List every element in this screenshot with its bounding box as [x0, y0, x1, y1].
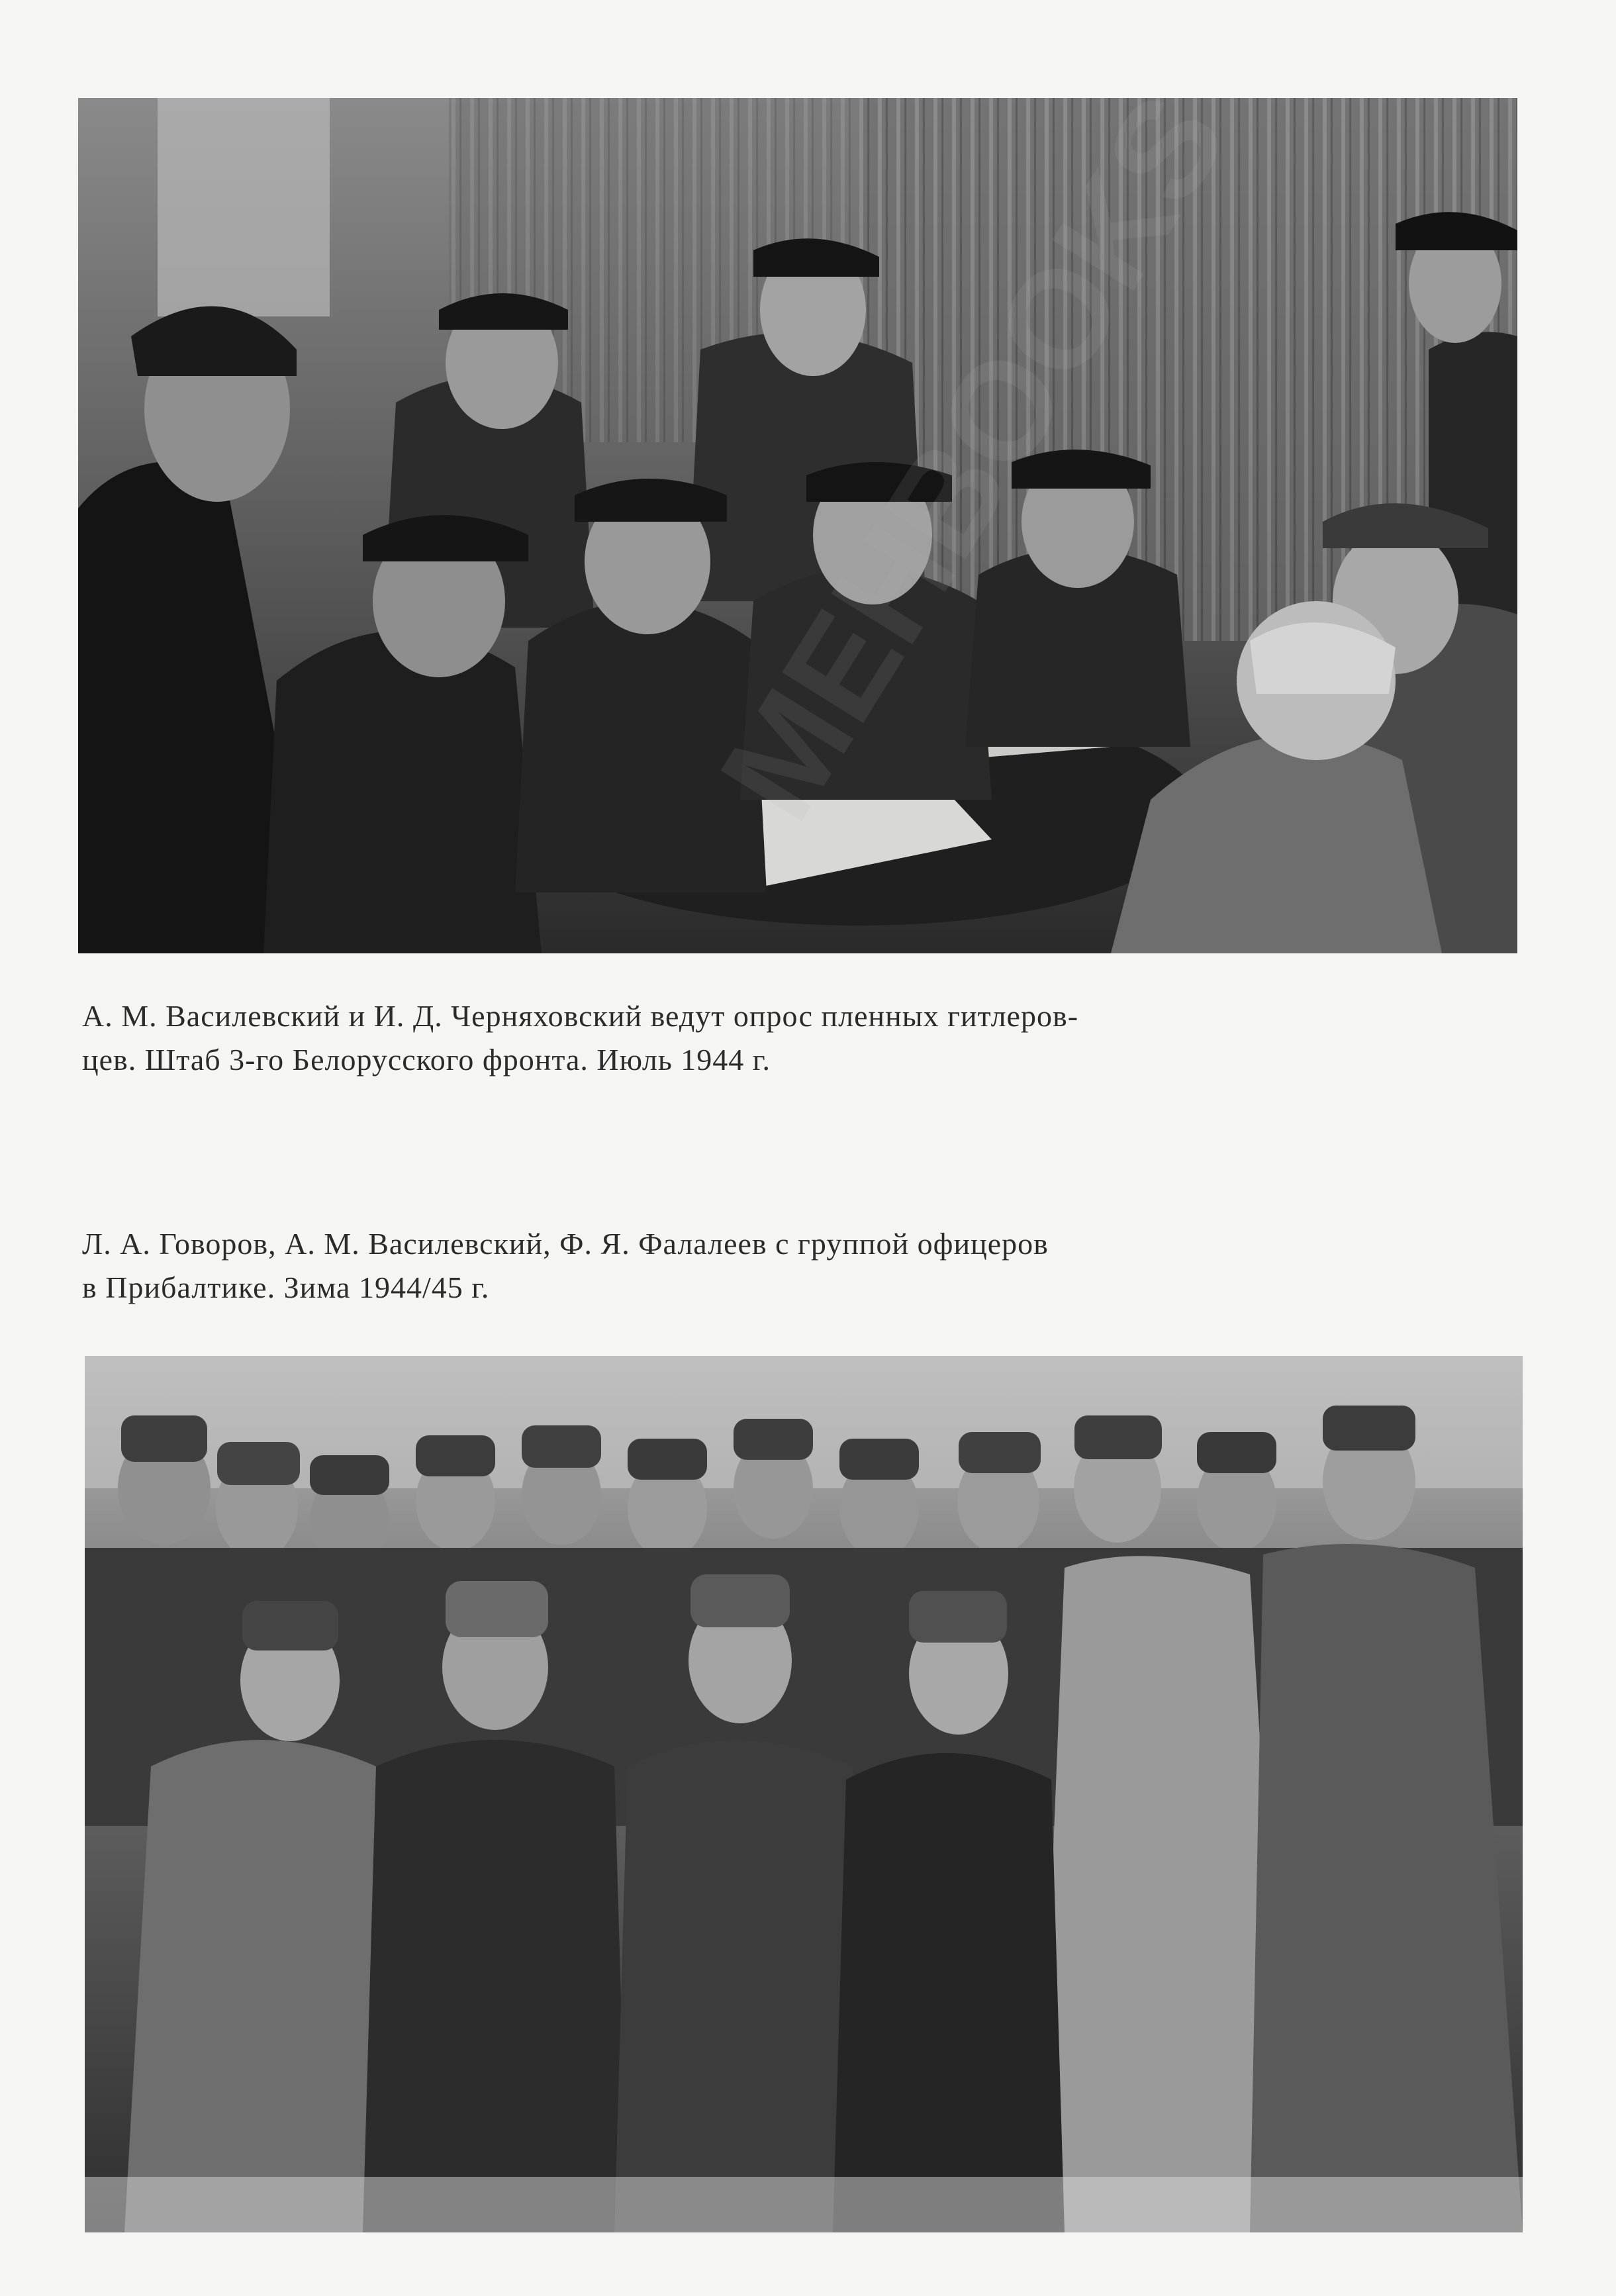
caption-top-line-1: А. М. Василевский и И. Д. Черняховский ведут опрос пленных гитлеров- — [82, 999, 1079, 1033]
photo-group-of-officers — [85, 1356, 1523, 2232]
caption-top — [82, 994, 1499, 1082]
caption-bottom — [82, 1222, 1499, 1310]
caption-top-line-2: цев. Штаб 3-го Белорусского фронта. Июль 1944 г. — [82, 1043, 771, 1076]
photo-interrogation-image — [78, 98, 1517, 953]
photo-group-of-officers-image — [85, 1356, 1523, 2232]
caption-bottom-line-2: в Прибалтике. Зима 1944/45 г. — [82, 1270, 490, 1304]
caption-bottom-line-1: Л. А. Говоров, А. М. Василевский, Ф. Я. Фалалеев с группой офицеров — [82, 1227, 1049, 1261]
photo-interrogation — [78, 98, 1517, 953]
